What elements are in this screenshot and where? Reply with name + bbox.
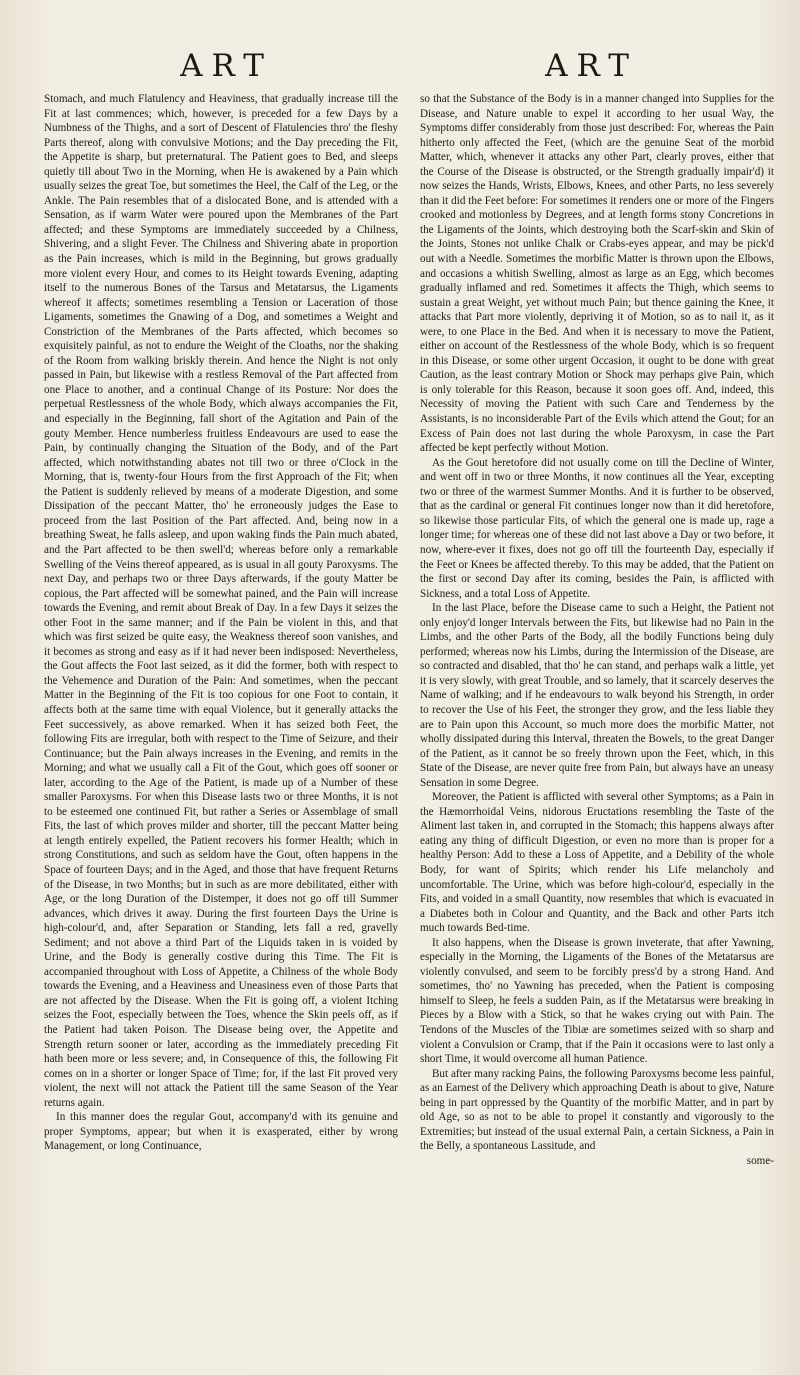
right-paragraph-1: so that the Substance of the Body is in a manner changed into Supplies for the Disease, and Nature unable to expel it according to her usual Way, the Symptoms differ considerably from those just described: For, whereas the Pain hitherto only affected the Feet, (which are the genuine Seat of the morbid Matter, which, whenever it attacks any other Part, clearly proves, either that the Course of the Disease is obstructed, or the Strength gradually impair'd) it now seizes the Hands, Wrists, Elbows, Knees, and other Parts, no less severely than it did the Feet before: For sometimes it renders one or more of the Fingers crooked and motionless by Degrees, and at length forms stony Concretions in the Ligaments of the Joints, which destroying both the Scarf-skin and Skin of the Joints, Stones not unlike Chalk or Crabs-eyes appear, and may be pick'd out with a Needle. Sometimes the morbific Matter is thrown upon the Elbows, and occasions a whitish Swelling, almost as large as an Egg, which becomes gradually inflamed and red. Sometimes it affects the Thigh, which seems to sustain a great Weight, yet without much Pain; but thence gaining the Knee, it attacks that Part more violently, depriving it of Motion, so as to nail it, as it were, to one Place in the Bed. And when it is necessary to move the Patient, either on account of the Restlessness of the whole Body, which is so frequent in this Disease, or some other urgent Occasion, it ought to be done with great Caution, as the least contrary Motion or Shock may perhaps give Pain, which is only tolerable for this Reason, because it soon goes off. And, indeed, this Necessity of moving the Patient with such Care and Tenderness by the Assistants, is no inconsiderable Part of the Evils which attend the Gout; for an Excess of Pain does not last during the whole Paroxysm, in case the Part affected be kept perfectly without Motion. [420, 93, 774, 455]
left-paragraph-2: In this manner does the regular Gout, accompany'd with its genuine and proper Symptoms, appear; but when it is exasperated, either by wrong Management, or long Continuance, [44, 1111, 398, 1153]
right-running-head: ART [545, 48, 638, 84]
left-column [44, 92, 398, 1364]
right-paragraph-4: Moreover, the Patient is afflicted with several other Symptoms; as a Pain in the Hæmorrhoidal Veins, nidorous Eructations resembling the Taste of the Aliment last taken in, and corrupted in the Stomach; this happens always after eating any thing of difficult Digestion, or even no more than is proper for a healthy Person: Add to these a Loss of Appetite, and a Debility of the whole Body, for want of Spirits; which render his Life melancholy and uncomfortable. The Urine, which was before high-colour'd, especially in the Fits, and voided in a small Quantity, now resembles that which is evacuated in a Diabetes both in Colour and Quantity, and the Back and other Parts itch much towards Bed-time. [420, 791, 774, 935]
left-paragraph-1: Stomach, and much Flatulency and Heaviness, that gradually increase till the Fit at last commences; which, however, is preceded for a few Days by a Numbness of the Thighs, and a sort of Descent of Flatulencies thro' the fleshy Parts thereof, along with convulsive Motions; and the Day preceding the Fit, the Appetite is sharp, but preternatural. The Patient goes to Bed, and sleeps quietly till about Two in the Morning, when He is awakened by a Pain which usually seizes the great Toe, but sometimes the Heel, the Calf of the Leg, or the Ankle. The Pain resembles that of a dislocated Bone, and is attended with a Sensation, as if warm Water were poured upon the Membranes of the Part affected; and these Symptoms are immediately succeeded by a Chilness, Shivering, and a slight Fever. The Chilness and Shivering abate in proportion as the Pain increases, which is mild in the Beginning, but grows gradually more violent every Hour, and comes to its Height towards Evening, adapting itself to the numerous Bones of the Tarsus and Metatarsus, the Ligaments whereof it affects; sometimes resembling a Tension or Laceration of those Ligaments, sometimes the Gnawing of a Dog, and sometimes a Weight and Constriction of the Membranes of the Parts affected, which becomes so exquisitely painful, as not to endure the Weight of the Cloaths, nor the shaking of the Room from walking briskly therein. And hence the Night is not only passed in Pain, but likewise with a restless Removal of the Part affected from one Place to another, and a continual Change of its Posture: Nor does the perpetual Restlessness of the whole Body, which always accompanies the Fit, and especially in the Beginning, fall short of the Agitation and Pain of the gouty Member. Hence numberless fruitless Endeavours are used to ease the Pain, by continually changing the Situation of the Body, and of the Part affected, which notwithstanding abates not till two or three o'Clock in the Morning, that is, twenty-four Hours from the first Approach of the Fit; when the Patient is suddenly relieved by means of a moderate Digestion, and some Dissipation of the peccant Matter, tho' he erroneously judges the Ease to proceed from the last Position of the Part affected. And, being now in a breathing Sweat, he falls asleep, and upon waking finds the Pain much abated, and the Part affected to be then swell'd; whereas before only a remarkable Swelling of the Veins thereof appeared, as is usual in all gouty Paroxysms. The next Day, and perhaps two or three Days afterwards, if the gouty Matter be copious, the Part affected will be somewhat pained, and the Pain will increase towards the Evening, and remit about Break of Day. In a few Days it seizes the other Foot in the same manner; and if the Pain be violent in this, and that which was first seized be quite easy, the Weakness thereof soon vanishes, and it becomes as strong and easy as if it had never been indisposed: Nevertheless, the Gout affects the Foot last seized, as it did the former, both with respect to the Vehemence and Duration of the Pain: And sometimes, when the peccant Matter in the Beginning of the Fit is too copious for one Foot to contain, it affects both at the same time with equal Violence, but it generally attacks the Feet successively, as above remarked. When it has seized both Feet, the following Fits are irregular, both with respect to the Time of Seizure, and their Continuance; but the Pain always increases in the Evening, and remits in the Morning; and what we usually call a Fit of the Gout, which goes off sooner or later, according to the Age of the Patient, is made up of a Number of these smaller Paroxysms. For when this Disease lasts two or three Months, it is not to be esteemed one continued Fit, but rather a Series or Assemblage of small Fits, the last of which proves milder and shorter, till the peccant Matter being at length entirely expelled, the Patient recovers his former Health; which in strong Constitutions, and such as seldom have the Gout, often happens in the Space of fourteen Days; and in the Aged, and those that have frequent Returns of the Disease, in two Months; but in such as are more debilitated, either with Age, or the long Duration of the Distemper, it does not go off till Summer advances, which drives it away. During the first fourteen Days the Urine is high-colour'd, and, after Separation or Standing, lets fall a red, gravelly Sediment; and not above a third Part of the Liquids taken in is voided by Urine, and the Body is generally costive during this Time. The Fit is accompanied throughout with Loss of Appetite, a Chilness of the whole Body towards the Evening, and a Heaviness and Uneasiness even of those Parts that are not affected by the Disease. When the Fit is going off, a violent Itching seizes the Foot, especially between the Toes, whence the Skin peels off, as if the Patient had taken Poison. The Disease being over, the Appetite and Strength return sooner or later, according as the immediately preceding Fit hath been more or less severe; and, in Consequence of this, the following Fit comes on in a shorter or longer Space of Time; for, if the last Fit proved very violent, the next will not attack the Patient till the same Season of the Year returns again. [44, 93, 398, 1109]
right-paragraph-2: As the Gout heretofore did not usually come on till the Decline of Winter, and went off in two or three Months, it now continues all the Year, excepting two or three of the warmest Summer Months. And it is further to be observed, that as the cardinal or general Fit continues longer now than it did heretofore, so likewise those particular Fits, of which the general one is made up, rage a longer time; for whereas one of these did not last above a Day or two before, it now, where-ever it fixes, does not go off till the fourteenth Day, especially if the Feet or Knees be affected thereby. To this may be added, that the Patient on the first or second Day after its coming, besides the Pain, is afflicted with Sickness, and a total Loss of Appetite. [420, 456, 774, 600]
catchword: some- [746, 1154, 774, 1167]
page-header [44, 0, 774, 92]
right-paragraph-6: But after many racking Pains, the following Paroxysms become less painful, as an Earnest of the Delivery which approaching Death is about to give, Nature being in part oppressed by the Quantity of the morbific Matter, and in part by old Age, so as not to be able to propel it constantly and vigorously to the Extremities; but instead of the usual external Pain, a certain Sickness, a Pain in the Belly, a spontaneous Lassitude, and [420, 1067, 774, 1153]
right-column [420, 92, 774, 1364]
right-paragraph-3: In the last Place, before the Disease came to such a Height, the Patient not only enjoy'd longer Intervals between the Fits, but likewise had no Pain in the Limbs, and the other Parts of the Body, all the bodily Functions being duly performed; whereas now his Limbs, during the Intermission of the Disease, are so contracted and disabled, that tho' he can stand, and perhaps walk a little, yet it is very slowly, with great Trouble, and so lamely, that it scarcely deserves the Name of walking; and if he endeavours to walk beyond his Strength, in order to recover the Use of his Feet, the stronger they grow, and the less liable they are to Pain upon this Account, so much more does the morbific Matter, not wholly dissipated during this Interval, threaten the Bowels, to the great Danger of the Patient, as it cannot be so freely thrown upon the Feet, which, in this State of the Disease, are never quite free from Pain, but always have an uneasy Sensation in some Degree. [420, 602, 774, 789]
text-columns [44, 92, 774, 1364]
right-paragraph-5: It also happens, when the Disease is grown inveterate, that after Yawning, especially in the Morning, the Ligaments of the Bones of the Metatarsus are violently convulsed, and seem to be forcibly press'd by a strong Hand. And sometimes, tho' no Yawning has preceded, when the Patient is composing himself to Sleep, he feels a sudden Pain, as if the Metatarsus were breaking in Pieces by a Blow with a Stick, so that he wakes crying out with Pain. The Tendons of the Muscles of the Tibiæ are sometimes seized with so sharp and violent a Convulsion or Cramp, that if the Pain it occasions were to last only a short Time, it would overcome all human Patience. [420, 936, 774, 1066]
left-running-head: ART [180, 48, 273, 84]
